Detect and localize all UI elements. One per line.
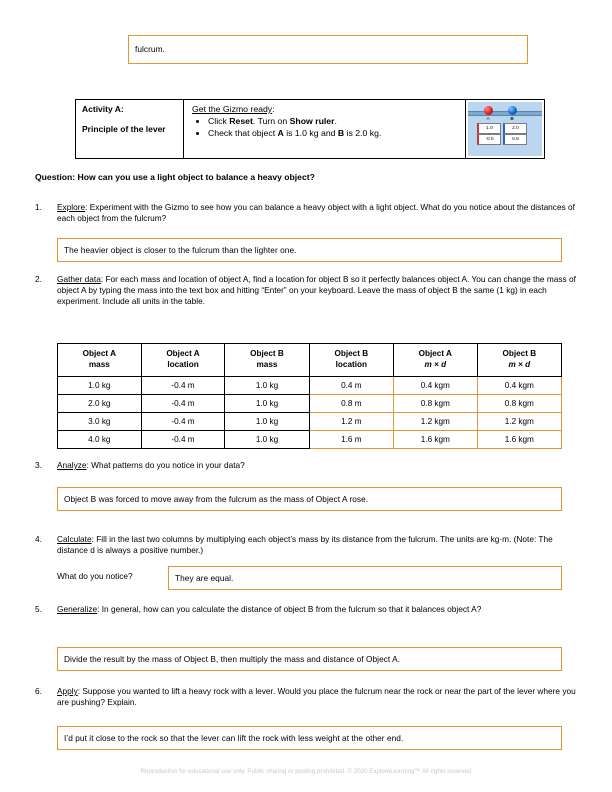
data-table-head bbox=[58, 344, 562, 377]
cell-a-mass: 1.0 kg bbox=[58, 377, 142, 395]
answer-text: fulcrum. bbox=[135, 44, 165, 55]
activity-steps-cell bbox=[184, 100, 466, 158]
cell-b-md[interactable]: 0.8 kgm bbox=[477, 395, 561, 413]
cell-b-mass: 1.0 kg bbox=[225, 431, 309, 449]
column-header bbox=[225, 344, 309, 377]
gizmo-label-a: A bbox=[486, 116, 490, 121]
item-3-label: Analyze bbox=[57, 460, 87, 470]
cell-b-location[interactable]: 1.2 m bbox=[309, 413, 393, 431]
item-1 bbox=[35, 202, 580, 224]
item-4-sublabel: What do you notice? bbox=[57, 571, 133, 581]
gizmo-position-row bbox=[477, 134, 527, 145]
column-header bbox=[477, 344, 561, 377]
item-2-prompt: : For each mass and location of object A, find a location for object B so it perfectly balances object A. You can change the mass of object A by typing the mass into the text box and hitting “Enter” on your keyboard. Leave the mass of object B the same (1 kg) in each experiment. Include all units in the table. bbox=[57, 274, 576, 307]
activity-title-cell bbox=[76, 100, 184, 158]
gizmo-thumbnail-cell bbox=[466, 100, 544, 158]
item-3 bbox=[35, 460, 580, 471]
object-a-ref: A bbox=[277, 128, 284, 139]
cell-a-location: -0.4 m bbox=[141, 431, 225, 449]
cell-b-mass: 1.0 kg bbox=[225, 395, 309, 413]
activity-header-table bbox=[75, 99, 545, 159]
answer-text: Object B was forced to move away from the fulcrum as the mass of Object A rose. bbox=[64, 493, 369, 504]
item-4 bbox=[35, 534, 580, 556]
cell-a-mass: 3.0 kg bbox=[58, 413, 142, 431]
header-line-2: mass bbox=[256, 360, 278, 369]
item-6-number: 6. bbox=[35, 686, 42, 696]
column-header bbox=[58, 344, 142, 377]
table-row bbox=[58, 413, 562, 431]
reset-button-ref: Reset bbox=[229, 116, 253, 126]
gizmo-mass-b-value: 2.0 bbox=[503, 123, 527, 134]
table-row bbox=[58, 377, 562, 395]
data-table bbox=[57, 343, 562, 449]
header-line-1: Object A bbox=[82, 349, 117, 359]
column-header bbox=[393, 344, 477, 377]
answer-text: The heavier object is closer to the fulcrum than the lighter one. bbox=[64, 244, 297, 255]
answer-box-4[interactable] bbox=[168, 566, 562, 590]
answer-box-5[interactable] bbox=[57, 647, 562, 671]
item-5-label: Generalize bbox=[57, 604, 98, 614]
item-5-number: 5. bbox=[35, 604, 42, 614]
item-5-body bbox=[57, 604, 580, 615]
cell-a-location: -0.4 m bbox=[141, 377, 225, 395]
item-2-body bbox=[57, 274, 580, 307]
gizmo-label-b: B bbox=[510, 116, 514, 121]
activity-subtitle: Principle of the lever bbox=[82, 124, 166, 135]
item-3-prompt: : What patterns do you notice in your data? bbox=[86, 460, 245, 470]
column-header bbox=[309, 344, 393, 377]
item-1-number: 1. bbox=[35, 202, 42, 212]
get-gizmo-ready-colon: : bbox=[272, 104, 275, 114]
item-1-prompt: : Experiment with the Gizmo to see how you can balance a heavy object with a light object. What do you notice about the distances of each object from the fulcrum? bbox=[57, 202, 575, 224]
item-3-body bbox=[57, 460, 580, 471]
show-ruler-ref: Show ruler bbox=[289, 116, 335, 126]
cell-a-mass: 2.0 kg bbox=[58, 395, 142, 413]
item-2-label: Gather data bbox=[57, 274, 101, 284]
item-1-body bbox=[57, 202, 580, 224]
get-gizmo-ready-heading bbox=[192, 104, 461, 114]
table-row bbox=[58, 395, 562, 413]
header-line-1: Object B bbox=[250, 349, 284, 359]
cell-a-location: -0.4 m bbox=[141, 413, 225, 431]
lever-rail bbox=[468, 111, 542, 116]
cell-b-md[interactable]: 1.2 kgm bbox=[477, 413, 561, 431]
item-6-prompt: : Suppose you wanted to lift a heavy rock with a lever. Would you place the fulcrum near the rock or near the part of the lever where you are pushing? Explain. bbox=[57, 686, 576, 708]
item-4-prompt: : Fill in the last two columns by multiplying each object’s mass by its distance from the fulcrum. The units are kg·m. (Note: The distance d is always a positive number.) bbox=[57, 534, 553, 556]
gizmo-thumbnail-image bbox=[468, 102, 542, 156]
cell-b-mass: 1.0 kg bbox=[225, 413, 309, 431]
cell-b-md[interactable]: 1.6 kgm bbox=[477, 431, 561, 449]
answer-box-1[interactable] bbox=[57, 238, 562, 262]
cell-b-location[interactable]: 1.6 m bbox=[309, 431, 393, 449]
gizmo-pos-b-value: 0.5 bbox=[503, 134, 527, 145]
cell-b-md[interactable]: 0.4 kgm bbox=[477, 377, 561, 395]
header-line-2: m × d bbox=[508, 360, 531, 369]
cell-b-mass: 1.0 kg bbox=[225, 377, 309, 395]
answer-box-carryover[interactable] bbox=[128, 35, 528, 64]
item-3-number: 3. bbox=[35, 460, 42, 470]
header-line-2: location bbox=[335, 360, 367, 369]
gizmo-pos-a-value: -0.5 bbox=[477, 134, 501, 145]
cell-a-md[interactable]: 1.6 kgm bbox=[393, 431, 477, 449]
gizmo-mass-a-value: 1.0 bbox=[477, 123, 501, 134]
cell-a-md[interactable]: 0.8 kgm bbox=[393, 395, 477, 413]
header-line-2: mass bbox=[88, 360, 110, 369]
cell-a-md[interactable]: 1.2 kgm bbox=[393, 413, 477, 431]
answer-text: They are equal. bbox=[175, 572, 234, 583]
answer-box-3[interactable] bbox=[57, 487, 562, 511]
table-header-row bbox=[58, 344, 562, 377]
activity-step: • Click Reset. Turn on Show ruler. bbox=[208, 116, 461, 127]
cell-a-mass: 4.0 kg bbox=[58, 431, 142, 449]
header-line-1: Object B bbox=[334, 349, 369, 359]
item-1-label: Explore bbox=[57, 202, 86, 212]
cell-a-location: -0.4 m bbox=[141, 395, 225, 413]
table-row bbox=[58, 431, 562, 449]
header-line-1: Object A bbox=[418, 349, 452, 359]
activity-step: • Check that object A is 1.0 kg and B is 2.0 kg. bbox=[208, 128, 461, 139]
header-line-1: Object A bbox=[166, 349, 200, 359]
answer-text: I’d put it close to the rock so that the lever can lift the rock with less weight at the other end. bbox=[64, 732, 404, 743]
cell-b-location[interactable]: 0.8 m bbox=[309, 395, 393, 413]
answer-text: Divide the result by the mass of Object B, then multiply the mass and distance of Object A. bbox=[64, 653, 401, 664]
activity-title: Activity A: bbox=[82, 104, 124, 114]
item-4-number: 4. bbox=[35, 534, 42, 544]
item-6-label: Apply bbox=[57, 686, 78, 696]
header-line-2: m × d bbox=[424, 360, 447, 369]
activity-steps-list bbox=[192, 116, 461, 140]
object-b-sphere-icon bbox=[508, 106, 517, 115]
item-6 bbox=[35, 686, 580, 708]
item-2-number: 2. bbox=[35, 274, 42, 284]
object-b-ref: B bbox=[337, 128, 345, 139]
footer-copyright: Reproduction for educational use only. Public sharing or posting prohibited. © 2020 ExploreLearning™ All rights reserved bbox=[140, 768, 472, 775]
header-line-2: location bbox=[167, 360, 199, 369]
answer-box-6[interactable] bbox=[57, 726, 562, 750]
cell-b-location[interactable]: 0.4 m bbox=[309, 377, 393, 395]
item-5-prompt: : In general, how can you calculate the distance of object B from the fulcrum so that it balances object A? bbox=[97, 604, 482, 614]
item-4-label: Calculate bbox=[57, 534, 92, 544]
header-line-1: Object B bbox=[502, 349, 537, 359]
object-a-sphere-icon bbox=[484, 106, 493, 115]
cell-a-md[interactable]: 0.4 kgm bbox=[393, 377, 477, 395]
item-2 bbox=[35, 274, 580, 307]
gizmo-mass-row bbox=[477, 123, 527, 134]
main-question: Question: How can you use a light object to balance a heavy object? bbox=[35, 172, 315, 182]
item-5 bbox=[35, 604, 580, 615]
column-header bbox=[141, 344, 225, 377]
item-4-body bbox=[57, 534, 580, 556]
data-table-body bbox=[58, 377, 562, 449]
item-6-body bbox=[57, 686, 580, 708]
get-gizmo-ready-label: Get the Gizmo ready bbox=[192, 104, 273, 114]
